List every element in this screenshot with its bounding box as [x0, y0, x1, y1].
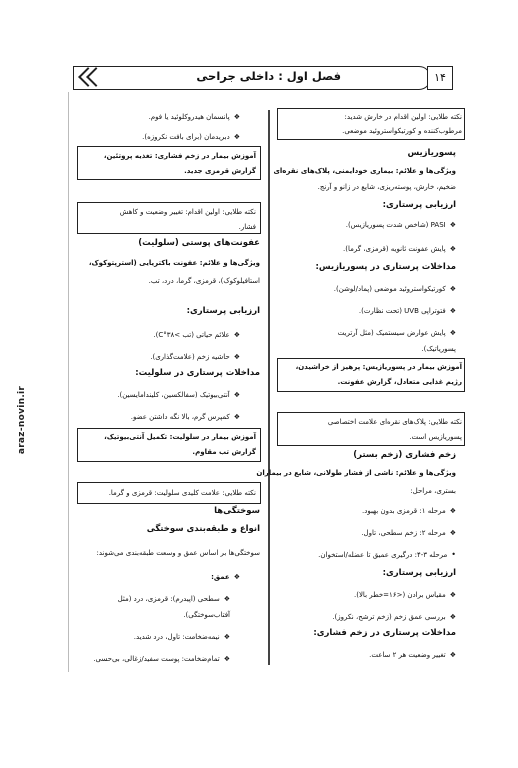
list-item: • مرحله ۳-۴: درگیری عمیق تا عضله/استخوان.: [318, 550, 456, 560]
list-item: ❖ مرحله ۲: زخم سطحی، تاول.: [361, 528, 456, 538]
list-item: ❖ تغییر وضعیت هر ۲ ساعت.: [369, 650, 456, 660]
list-item: ❖ مقیاس برادن (<۱۶=خطر بالا).: [354, 590, 456, 600]
golden-tip-line: نکته طلایی: پلاک‌های نقره‌ای علامت اختصاصی: [327, 418, 462, 426]
list-item-cont: پسوریاتیک).: [421, 345, 456, 353]
list-item: ❖ حاشیه زخم (علامت‌گذاری).: [150, 352, 240, 362]
site-watermark: araz-novin.ir: [17, 385, 27, 455]
list-item: ❖ PASI (شاخص شدت پسوریازیس).: [346, 220, 456, 230]
list-item: ❖ نیمه‌ضخامت: تاول، درد شدید.: [134, 632, 230, 642]
interventions-title: مداخلات پرستاری در پسوریازیس:: [315, 262, 456, 272]
list-item: ❖ فتوتراپی UVB (تحت نظارت).: [359, 306, 456, 316]
patient-education-line: گزارش قرمزی جدید.: [184, 167, 256, 175]
interventions-title: مداخلات پرستاری در زخم فشاری:: [313, 628, 456, 638]
pressure-ulcer-signs-cont: بستری، مراحل:: [410, 487, 456, 495]
psoriasis-signs-cont: ضخیم، خارش، پوسته‌ریزی، شایع در زانو و آرنج.: [317, 183, 456, 191]
list-item: ❖ پانسمان هیدروکلوئید یا فوم.: [149, 112, 240, 122]
golden-tip-line: فشار.: [238, 223, 256, 231]
chapter-title: فصل اول : داخلی جراحی: [196, 69, 341, 83]
section-title-psoriasis: پسوریازیس: [407, 148, 456, 158]
chapter-header: [73, 66, 461, 92]
assessment-title: ارزیابی پرستاری:: [382, 200, 456, 210]
assessment-title: ارزیابی پرستاری:: [186, 306, 260, 316]
psoriasis-signs: ویژگی‌ها و علائم: بیماری خودایمنی، پلاک‌های نقره‌ای: [273, 167, 456, 175]
list-item: ❖ مرحله ۱: قرمزی بدون بهبود.: [362, 506, 456, 516]
patient-education-line: آموزش بیمار در سلولیت: تکمیل آنتی‌بیوتیک،: [104, 433, 256, 441]
burns-intro: سوختگی‌ها بر اساس عمق و وسعت طبقه‌بندی می‌شوند:: [96, 549, 260, 557]
golden-tip-line: نکته طلایی: اولین اقدام: تغییر وضعیت و کاهش: [119, 208, 256, 216]
patient-education-line: آموزش بیمار در پسوریازیس: پرهیز از خراشیدن،: [295, 363, 462, 371]
list-item: ❖ بررسی عمق زخم (زخم ترشح، نکروز).: [332, 612, 456, 622]
section-title-burns: سوختگی‌ها: [214, 506, 260, 516]
assessment-title: ارزیابی پرستاری:: [382, 568, 456, 578]
golden-tip-line: نکته طلایی: اولین اقدام در خارش شدید:: [344, 113, 462, 121]
margin-rule: [68, 92, 69, 672]
section-title-cellulitis: عفونت‌های پوستی (سلولیت): [138, 238, 260, 248]
list-item: ❖ پایش عوارض سیستمیک (مثل آرتریت: [338, 328, 456, 338]
list-item: ❖ تمام‌ضخامت: پوست سفید/زغالی، بی‌حسی.: [93, 654, 230, 664]
patient-education-line: گزارش تب مقاوم.: [192, 448, 256, 456]
golden-tip-line: مرطوب‌کننده و کورتیکواستروئید موضعی.: [342, 127, 462, 135]
patient-education-line: رژیم غذایی متعادل، گزارش عفونت.: [337, 378, 462, 386]
patient-education-line: آموزش بیمار در زخم فشاری: تغذیه پروتئین،: [103, 152, 256, 160]
cellulitis-signs-cont: استافیلوکوک)، قرمزی، گرما، درد، تب.: [148, 277, 260, 285]
list-item: ❖ سطحی (اپیدرم): قرمزی، درد (مثل: [118, 594, 230, 604]
section-title-pressure-ulcer: زخم فشاری (زخم بستر): [353, 450, 456, 460]
golden-tip-line: پسوریازیس است.: [409, 433, 462, 441]
golden-tip-line: نکته طلایی: علامت کلیدی سلولیت: قرمزی و گرما.: [108, 489, 256, 497]
interventions-title: مداخلات پرستاری در سلولیت:: [135, 368, 260, 378]
page-number: ۱۴: [427, 66, 453, 90]
cellulitis-signs: ویژگی‌ها و علائم: عفونت باکتریایی (استرپتوکوک،: [88, 259, 260, 267]
burn-types-title: انواع و طبقه‌بندی سوختگی: [146, 524, 260, 534]
list-item-cont: آفتاب‌سوختگی).: [183, 611, 230, 619]
list-item: ❖ کورتیکواستروئید موضعی (پماد/لوشن).: [334, 284, 456, 294]
list-item: ❖ پایش عفونت ثانویه (قرمزی، گرما).: [343, 244, 456, 254]
column-divider: [268, 110, 270, 665]
list-item: ❖ آنتی‌بیوتیک (سفالکسین، کلیندامایسین).: [117, 390, 240, 400]
list-item: ❖ دبریدمان (برای بافت نکروزه).: [142, 132, 240, 142]
list-item: ❖ کمپرس گرم، بالا نگه داشتن عضو.: [131, 412, 240, 422]
pressure-ulcer-signs: ویژگی‌ها و علائم: ناشی از فشار طولانی، شایع در بیماران: [256, 469, 456, 477]
depth-title: ❖ عمق:: [211, 572, 240, 582]
list-item: ❖ علائم حیاتی (تب >۳۸°C).: [153, 330, 240, 340]
